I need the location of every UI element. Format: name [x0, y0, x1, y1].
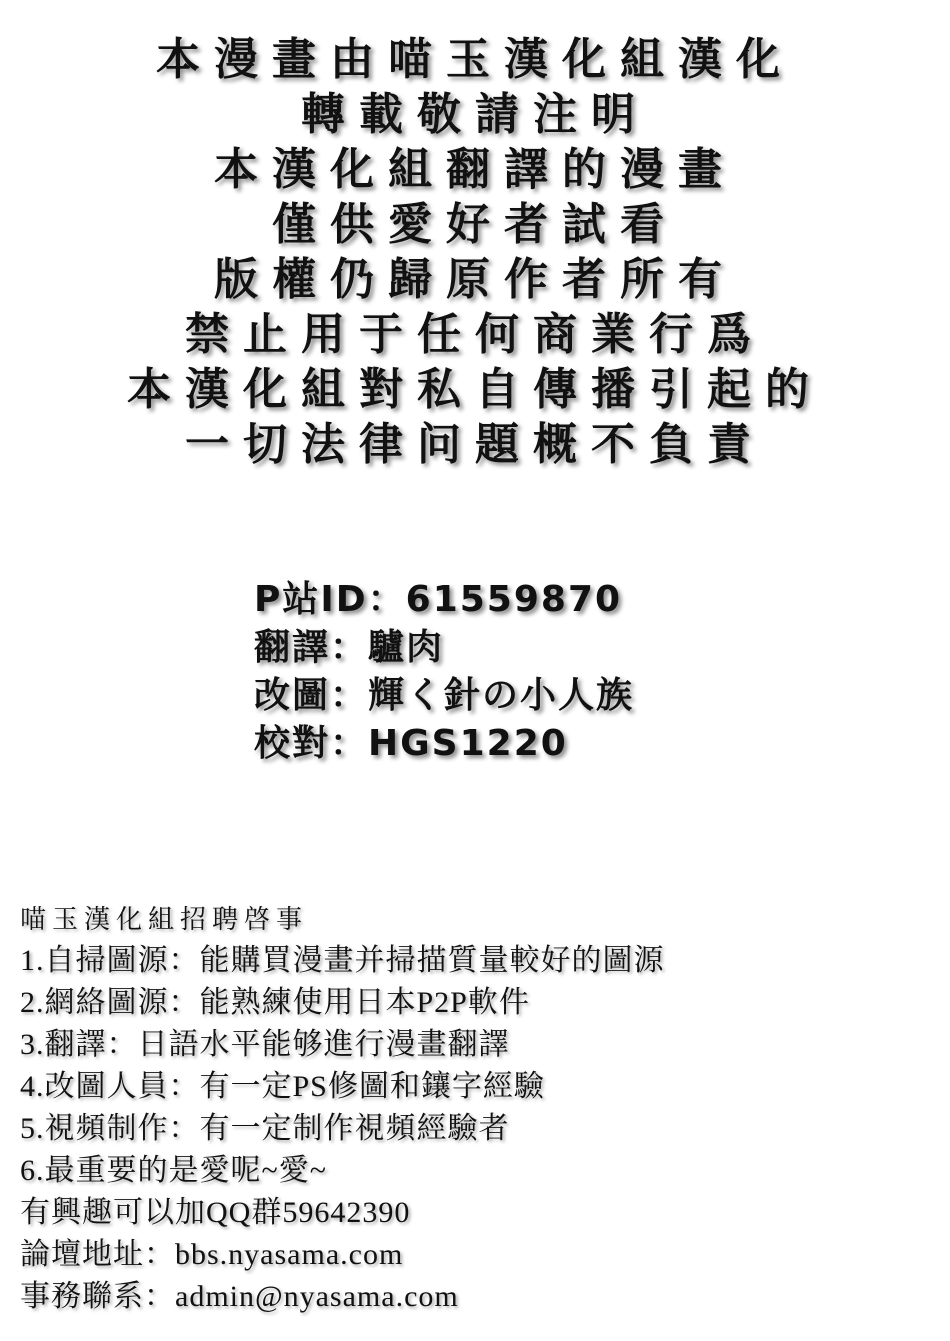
recruit-item: 6.最重要的是愛呢~愛~: [20, 1154, 327, 1187]
recruit-item: 3.翻譯：日語水平能够進行漫畫翻譯: [20, 1028, 510, 1061]
recruit-item: 2.網絡圖源：能熟練使用日本P2P軟件: [20, 986, 530, 1019]
recruitment-notice: [20, 900, 665, 1318]
notice-line: 版權仍歸原作者所有: [214, 254, 736, 305]
recruit-heading: 喵玉漢化組招聘啓事: [20, 905, 309, 935]
notice-line: 一切法律问題概不負責: [185, 419, 765, 470]
recruit-forum-address: 論壇地址：bbs.nyasama.com: [20, 1238, 404, 1271]
copyright-notice: [0, 32, 950, 472]
notice-line: 僅供愛好者試看: [272, 199, 678, 250]
notice-line: 本漫畫由喵玉漢化組漢化: [156, 34, 794, 85]
credit-pixiv-id: P站ID：61559870: [254, 579, 623, 620]
staff-credits: [254, 576, 634, 768]
credit-translator: 翻譯：驢肉: [254, 627, 445, 668]
recruit-item: 4.改圖人員：有一定PS修圖和鑲字經驗: [20, 1070, 545, 1103]
credit-editor: 改圖：輝く針の小人族: [254, 675, 635, 716]
notice-line: 本漢化組對私自傳播引起的: [127, 364, 823, 415]
notice-line: 本漢化組翻譯的漫畫: [214, 144, 736, 195]
recruit-qq-group: 有興趣可以加QQ群59642390: [20, 1196, 411, 1229]
notice-line: 轉載敬請注明: [301, 89, 649, 140]
credit-proofreader: 校對：HGS1220: [254, 723, 568, 764]
recruit-contact-email: 事務聯系：admin@nyasama.com: [20, 1280, 459, 1313]
recruit-item: 1.自掃圖源：能購買漫畫并掃描質量較好的圖源: [20, 944, 665, 977]
recruit-item: 5.視頻制作：有一定制作視頻經驗者: [20, 1112, 510, 1145]
notice-line: 禁止用于任何商業行爲: [185, 309, 765, 360]
